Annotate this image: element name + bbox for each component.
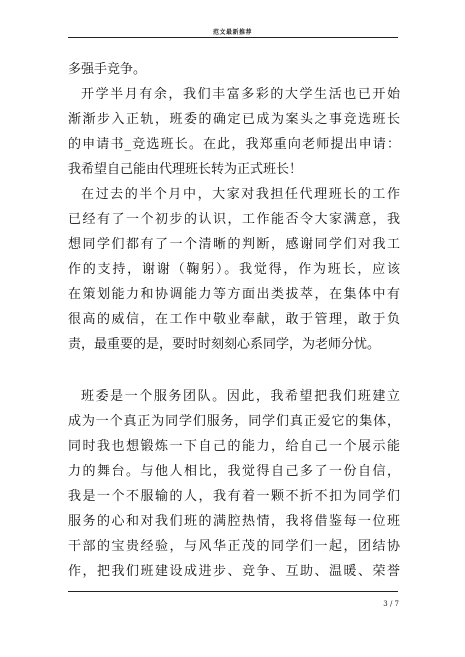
text-line: 渐渐步入正轨，班委的确定已成为案头之事竞选班长 xyxy=(68,112,400,127)
text-line: 在策划能力和协调能力等方面出类拔萃，在集体中有 xyxy=(68,287,400,302)
header-rule xyxy=(68,37,398,38)
header-label: 范文最新推荐 xyxy=(212,29,252,36)
paragraph-gap xyxy=(68,357,400,384)
page-number: 3 / 7 xyxy=(383,600,399,608)
text-line: 在过去的半个月中，大家对我担任代理班长的工作 xyxy=(81,187,400,202)
text-line: 作的支持，谢谢（鞠躬）。我觉得，作为班长，应该 xyxy=(68,262,400,277)
text-line: 同时我也想锻炼一下自己的能力，给自己一个展示能 xyxy=(68,439,400,454)
text-line: 干部的宝贵经验，与风华正茂的同学们一起，团结协 xyxy=(68,539,400,554)
text-line: 的申请书_竞选班长。在此，我郑重向老师提出申请： xyxy=(68,137,400,152)
text-line: 我希望自己能由代理班长转为正式班长！ xyxy=(68,162,303,177)
text-line: 多强手竞争。 xyxy=(68,62,147,77)
text-line: 开学半月有余，我们丰富多彩的大学生活也已开始 xyxy=(81,87,400,102)
document-body xyxy=(68,57,400,584)
text-line: 已经有了一个初步的认识，工作能否令大家满意，我 xyxy=(68,212,400,227)
footer-rule xyxy=(68,591,398,592)
text-line: 班委是一个服务团队。因此，我希望把我们班建立 xyxy=(81,389,400,404)
text-line: 责，最重要的是，要时时刻刻心系同学，为老师分忧。 xyxy=(68,337,381,352)
text-line: 想同学们都有了一个清晰的判断，感谢同学们对我工 xyxy=(68,237,400,252)
text-line: 成为一个真正为同学们服务，同学们真正爱它的集体， xyxy=(68,414,400,429)
text-line: 作，把我们班建设成进步、竞争、互助、温暖、荣誉 xyxy=(68,564,400,579)
text-line: 很高的威信，在工作中敬业奉献，敢于管理，敢于负 xyxy=(68,312,400,327)
text-line: 服务的心和对我们班的满腔热情，我将借鉴每一位班 xyxy=(68,514,400,529)
text-line: 力的舞台。与他人相比，我觉得自己多了一份自信， xyxy=(68,464,400,479)
text-line: 我是一个不服输的人，我有着一颗不折不扣为同学们 xyxy=(68,489,400,504)
